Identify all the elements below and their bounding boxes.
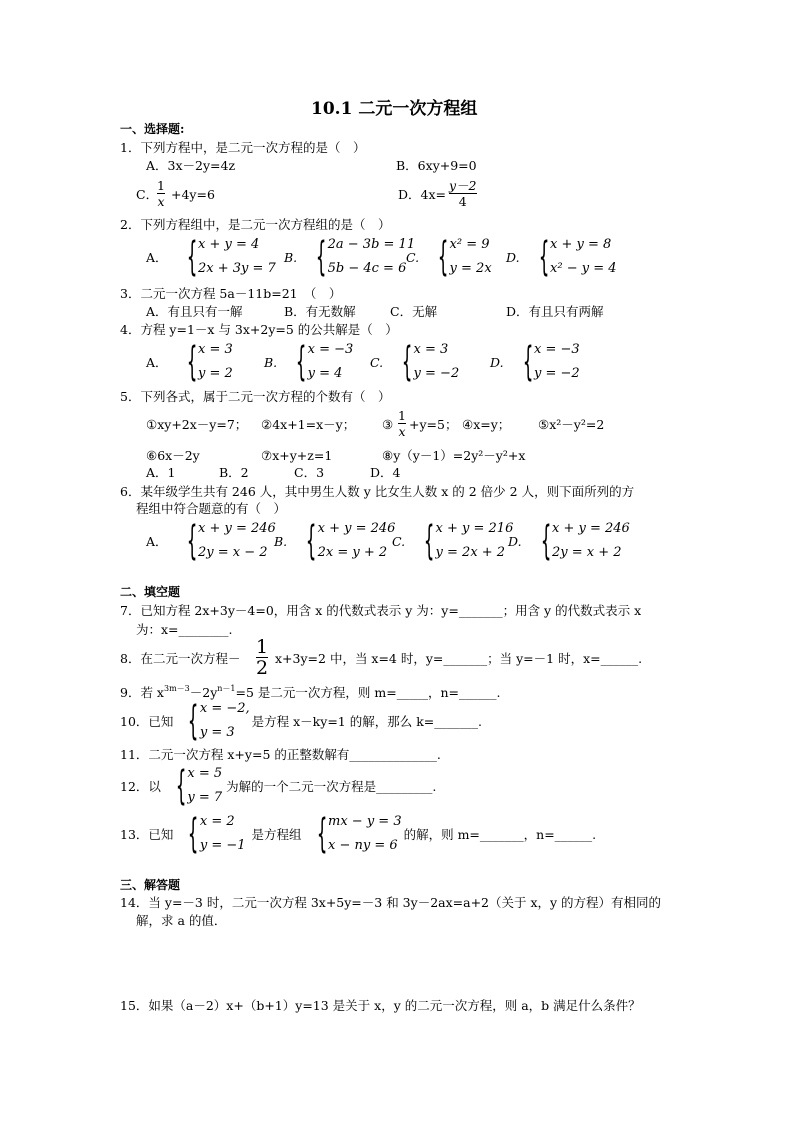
- question-4-stem: 4．方程 y=1－x 与 3x+2y=5 的公共解是（ ）: [120, 322, 398, 337]
- left-brace: {: [295, 339, 307, 385]
- question-13: 13．已知 { x = 2 y = −1 是方程组 { mx − y = 3 x − ny = 6 的解，则 m=_______，n=______.: [120, 811, 597, 857]
- question-7-line-2: 为：x=________.: [136, 622, 233, 637]
- question-5-item-3-fraction: 1 x: [398, 408, 406, 439]
- page-title: 10.1 二元一次方程组: [311, 99, 478, 119]
- question-2-option-d: D. { x + y = 8 x² − y = 4: [506, 234, 617, 280]
- question-1-option-c-label: C．: [136, 187, 159, 202]
- question-6-option-c: C. { x + y = 216 y = 2x + 2: [392, 518, 514, 564]
- question-1-option-c-tail: +4y=6: [171, 187, 215, 202]
- question-10: 10．已知 { x = −2, y = 3 是方程 x－ky=1 的解，那么 k=_______.: [120, 698, 482, 744]
- question-1-stem: 1．下列方程中，是二元一次方程的是（ ）: [120, 140, 366, 155]
- left-brace: {: [540, 518, 552, 564]
- fraction-denominator: 4: [458, 194, 467, 209]
- question-6-option-a: A． { x + y = 246 2y = x − 2: [146, 518, 276, 564]
- question-15-text: 15．如果（a－2）x+（b+1）y=13 是关于 x，y 的二元一次方程，则 a，b 满足什么条件？: [120, 998, 641, 1013]
- question-5-option-c: C．3: [294, 465, 325, 480]
- question-6-option-d: D. { x + y = 246 2y = x + 2: [508, 518, 630, 564]
- question-1-option-c-fraction: [157, 178, 165, 209]
- question-5-option-b: B．2: [219, 465, 249, 480]
- left-brace: {: [315, 234, 327, 280]
- question-1-option-a: A．3x－2y=4z: [146, 158, 236, 173]
- question-8-fraction: 1 2: [256, 636, 269, 679]
- question-5-item-2: ②4x+1=x－y；: [261, 417, 356, 432]
- section-heading-choice: 一、选择题:: [120, 122, 185, 136]
- left-brace: {: [401, 339, 413, 385]
- question-6-option-b: B. { x + y = 246 2x = y + 2: [274, 518, 396, 564]
- question-11-text: 11．二元一次方程 x+y=5 的正整数解有______________.: [120, 747, 441, 762]
- section-heading-fill: 二、填空题: [120, 585, 181, 599]
- question-7-line-1: 7．已知方程 2x+3y－4=0，用含 x 的代数式表示 y 为：y=_______；用含 y 的代数式表示 x: [120, 603, 642, 618]
- question-12: 12．以 { x = 5 y = 7 为解的一个二元一次方程是_________.: [120, 763, 437, 809]
- question-5-item-5: ⑤x²－y²=2: [538, 417, 605, 432]
- question-4-option-d: D. { x = −3 y = −2: [490, 339, 580, 385]
- question-5-item-7: ⑦x+y+z=1: [261, 448, 333, 463]
- question-3-stem: 3．二元一次方程 5a－11b=21 （ ）: [120, 286, 342, 301]
- question-14-line-1: 14．当 y=－3 时，二元一次方程 3x+5y=－3 和 3y－2ax=a+2（关于 x，y 的方程）有相同的: [120, 895, 662, 910]
- question-1-option-b: B．6xy+9=0: [396, 158, 477, 173]
- question-5-item-3-label: ③: [382, 417, 394, 432]
- left-brace: {: [316, 811, 327, 857]
- left-brace: {: [186, 339, 197, 385]
- question-2-option-a: A． { x + y = 4 2x + 3y = 7: [146, 234, 276, 280]
- left-brace: {: [186, 518, 197, 564]
- question-14-line-2: 解，求 a 的值．: [136, 913, 227, 928]
- left-brace: {: [175, 763, 187, 809]
- question-9-text: 9．若 $x^{3m-3}-2y^{n-1}=5$ 是二元一次方程，则 m=_____，n=______.: [120, 684, 501, 700]
- question-5-stem: 5．下列各式，属于二元一次方程的个数有（ ）: [120, 389, 391, 404]
- question-6-line-2: 程组中符合题意的有（ ）: [136, 501, 287, 516]
- question-4-option-b: B. { x = −3 y = 4: [264, 339, 354, 385]
- question-5-item-3-tail: +y=5；: [409, 417, 458, 432]
- question-5-item-8: ⑧y（y－1）=2y²－y²+x: [382, 448, 526, 463]
- left-brace: {: [538, 234, 550, 280]
- question-3-option-c: C．无解: [390, 304, 438, 319]
- question-4-option-a: A． { x = 3 y = 2: [146, 339, 233, 385]
- question-5-item-4: ④x=y；: [462, 417, 511, 432]
- question-8-prefix: 8．在二元一次方程－: [120, 651, 241, 666]
- question-2-stem: 2．下列方程组中，是二元一次方程组的是（ ）: [120, 217, 391, 232]
- question-2-option-b: B. { 2a − 3b = 11 5b − 4c = 6: [284, 234, 416, 280]
- left-brace: {: [305, 518, 317, 564]
- left-brace: {: [188, 811, 199, 857]
- fraction-numerator: 1: [157, 178, 165, 193]
- question-5-option-a: A．1: [146, 465, 176, 480]
- question-1-option-d-label: D．4x=: [398, 187, 446, 202]
- section-heading-solve: 三、解答题: [120, 878, 181, 892]
- question-5-option-d: D．4: [370, 465, 401, 480]
- left-brace: {: [437, 234, 449, 280]
- question-5-item-1: ①xy+2x－y=7；: [146, 417, 248, 432]
- left-brace: {: [522, 339, 534, 385]
- fraction-numerator: y－2: [449, 178, 477, 193]
- question-6-line-1: 6．某年级学生共有 246 人，其中男生人数 y 比女生人数 x 的 2 倍少 2 人，则下面所列的方: [120, 484, 635, 499]
- question-4-option-c: C. { x = 3 y = −2: [370, 339, 460, 385]
- left-brace: {: [188, 698, 199, 744]
- question-3-option-b: B．有无数解: [284, 304, 356, 319]
- fraction-denominator: x: [157, 194, 165, 209]
- left-brace: {: [186, 234, 197, 280]
- question-8-suffix: x+3y=2 中，当 x=4 时，y=_______；当 y=－1 时，x=______.: [275, 651, 643, 666]
- question-3-option-a: A．有且只有一解: [146, 304, 243, 319]
- question-2-option-c: C. { x² = 9 y = 2x: [406, 234, 492, 280]
- question-5-item-6: ⑥6x－2y: [146, 448, 200, 463]
- question-1-option-d-fraction: [449, 178, 477, 209]
- question-3-option-d: D．有且只有两解: [506, 304, 604, 319]
- left-brace: {: [423, 518, 435, 564]
